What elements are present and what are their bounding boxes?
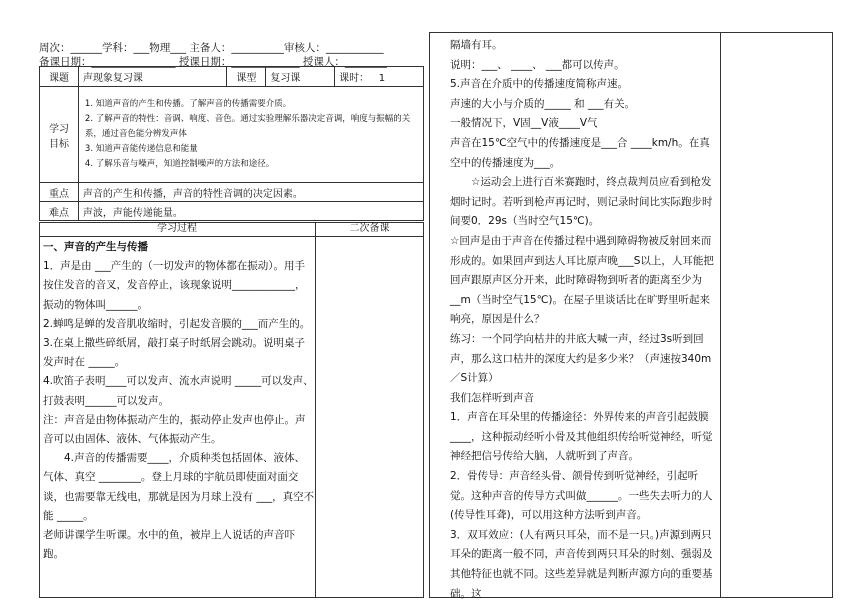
header-line-1: 周次：______学科：___物理___ 主备人：__________审核人：___________ — [39, 42, 384, 54]
exercise-paragraph: 练习：一个同学向枯井的井底大喊一声，经过3s听到回声，那么这口枯井的深度大约是多少米？（声速按340m／S计算） — [450, 332, 712, 385]
difficulty-value: 声波，声能传递能量。 — [78, 202, 423, 221]
goal-label: 学习目标 — [40, 87, 79, 183]
second-prep-heading: 二次备课 — [315, 222, 424, 237]
right-page-divider — [720, 32, 721, 598]
paragraph: 1．声音在耳朵里的传播途径：外界传来的声音引起鼓膜 ____，这种振动经听小骨及其他组织传给听觉神经，听觉神经把信号传给大脑，人就听到了声音。 — [450, 411, 713, 463]
key-label: 重点 — [40, 183, 79, 202]
goal-list — [78, 87, 423, 183]
paragraph: 振动的物体叫______。 — [43, 298, 148, 311]
note-paragraph: 注：声音是由物体振动产生的，振动停止发声也停止。声音可以由固体、液体、气体振动产生。 — [43, 413, 306, 446]
paragraph: 5.声音在介质中的传播速度简称声速。 — [450, 78, 629, 91]
header-line-2: 备课日期：________________ 授课日期：_____________ 授课人：________ — [39, 56, 387, 68]
paragraph: 4.声音的传播需要____，介质种类包括固体、液体、气体、真空 ________。登上月球的宇航员即使面对面交谈，也需要靠无线电，那就是因为月球上没有 ___，真空不能 _____。 — [43, 452, 315, 522]
paragraph: 3．双耳效应：(人有两只耳朵，而不是一只。)声源到两只耳朵的距离一般不同，声音传到两只耳朵的时刻、强弱及其他特征也就不同。这些差异就是判断声源方向的重要基础。这 — [450, 528, 713, 600]
paragraph: 一般情况下，V固__V液____V气 — [450, 117, 598, 130]
paragraph: 2．骨传导：声音经头骨、颌骨传到听觉神经，引起听觉。这种声音的传导方式叫做______。一些失去听力的人(传导性耳聋)，可以用这种方法听到声音。 — [450, 470, 713, 522]
paragraph: 1．声是由 ___产生的（一切发声的物体都在振动）。用手按住发音的音叉，发音停止，该现象说明____________， — [43, 260, 306, 292]
goal-item: 3. 知道声音能传递信息和能量 — [84, 144, 198, 154]
process-heading: 学习过程 — [39, 222, 315, 237]
topic-label: 课题 — [40, 67, 79, 87]
paragraph: 老师讲课学生听课。水中的鱼，被岸上人说话的声音吓跑。 — [43, 529, 295, 561]
lesson-info-table — [39, 66, 424, 221]
paragraph: 声速的大小与介质的_____ 和 ___有关。 — [450, 97, 636, 110]
paragraph: 说明：___、 ____、 ___都可以传声。 — [450, 58, 625, 71]
process-divider — [315, 222, 316, 598]
type-value: 复习课 — [266, 67, 335, 87]
left-content — [43, 238, 315, 564]
difficulty-label: 难点 — [40, 202, 79, 221]
right-content — [450, 36, 716, 604]
paragraph: ☆回声是由于声音在传播过程中遇到障碍物被反射回来而形成的。如果回声到达人耳比原声晚___S以上，人耳能把回声跟原声区分开来，此时障碍物到听者的距离至少为 __m（当时空气15℃)。在屋子里谈话比在旷野里听起来响亮，原因是什么？ — [450, 234, 714, 326]
paragraph: 4.吹笛子表明____可以发声、流水声说明 _____可以发声、打鼓表明______可以发声。 — [43, 375, 314, 407]
type-label: 课型 — [227, 67, 266, 87]
paragraph: 隔墙有耳。 — [450, 39, 503, 51]
goal-item: 2. 了解声音的特性：音调、响度、音色。通过实验理解乐器决定音调，响度与振幅的关系，通过音色能分辨发声体 — [84, 114, 411, 139]
paragraph: ☆运动会上进行百米赛跑时，终点裁判员应看到枪发烟时记时。若听到枪声再记时，则记录时间比实际跑步时间要0．29s（当时空气15℃)。 — [450, 176, 713, 228]
topic-value: 声现象复习课 — [78, 67, 227, 87]
paragraph: 2.蝉鸣是蝉的发音肌收缩时，引起发音膜的___而产生的。 — [43, 317, 311, 330]
hours-value: 1 — [378, 73, 386, 84]
paragraph: 我们怎样听到声音 — [450, 391, 534, 404]
paragraph: 3.在桌上撒些碎纸屑，敲打桌子时纸屑会跳动。说明桌子发声时在 _____。 — [43, 337, 306, 369]
section-title: 一、声音的产生与传播 — [43, 241, 148, 253]
key-value: 声音的产生和传播，声音的特性音调的决定因素。 — [78, 183, 423, 202]
hours-cell — [335, 67, 424, 87]
goal-item: 1. 知道声音的产生和传播。了解声音的传播需要介质。 — [84, 99, 292, 109]
goal-item: 4. 了解乐音与噪声，知道控制噪声的方法和途径。 — [84, 159, 275, 169]
hours-label: 课时： — [339, 73, 370, 84]
paragraph: 声音在15℃空气中的传播速度是___合 ____km/h。在真空中的传播速度为___。 — [450, 136, 710, 169]
